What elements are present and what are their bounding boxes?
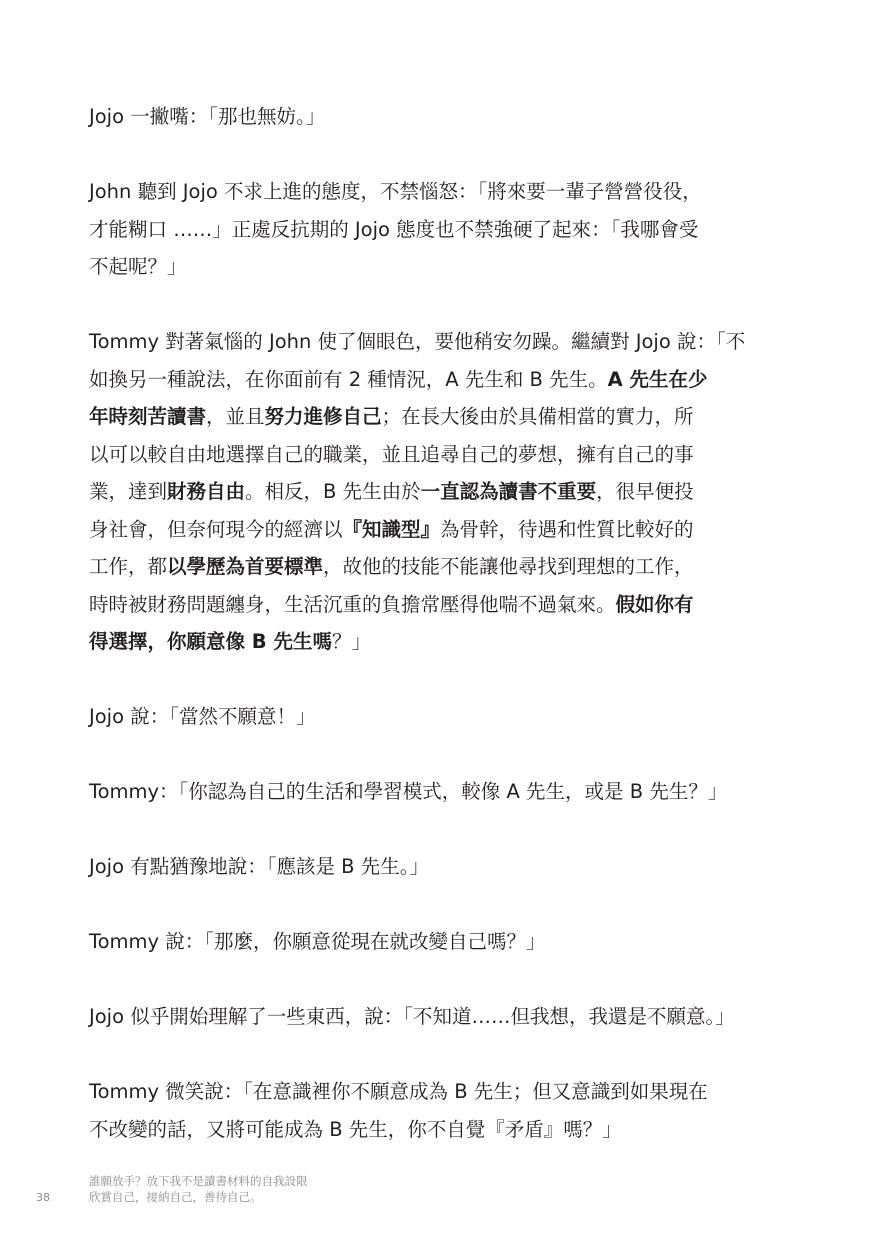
bold-run: A 先生在少 (607, 367, 708, 391)
text-line: Tommy 說：「那麼，你願意從現在就改變自己嗎？」 (89, 930, 546, 953)
paragraph-jojo-refuses (89, 698, 759, 736)
text-line (89, 548, 759, 586)
text-line (89, 436, 759, 474)
bold-run: 『知識型』 (342, 517, 441, 541)
text-run: 如換另一種說法，在你面前有 2 種情況，A 先生和 B 先生。 (89, 367, 608, 391)
text-line: John 聽到 Jojo 不求上進的態度，不禁惱怒：「將來要一輩子營營役役， (89, 180, 702, 203)
text-run: Tommy 對著氣惱的 John 使了個眼色，要他稍安勿躁。繼續對 Jojo 說：「不 (89, 330, 746, 353)
paragraph-jojo-understands (89, 998, 759, 1036)
text-line (89, 623, 759, 661)
paragraph-tommy-asks-model (89, 773, 759, 811)
text-line (89, 398, 759, 436)
text-run: ，故他的技能不能讓他尋找到理想的工作， (323, 555, 694, 578)
bold-run: 以學歷為首要標準 (167, 555, 324, 578)
text-line (89, 361, 759, 399)
bold-run: 年時刻苦讀書 (89, 405, 207, 428)
paragraph-jojo-pout (89, 98, 759, 136)
text-line: 不改變的話，又將可能成為 B 先生，你不自覺『矛盾』嗎？」 (89, 1117, 622, 1141)
text-line: Tommy 微笑說：「在意識裡你不願意成為 B 先生；但又意識到如果現在 (89, 1080, 708, 1103)
text-line: Jojo 說：「當然不願意！」 (89, 705, 316, 728)
text-run: 。相反，B 先生由於 (245, 480, 421, 503)
bold-run: 財務自由 (167, 480, 246, 503)
running-footer (89, 1173, 308, 1205)
paragraph-jojo-hesitates (89, 848, 759, 886)
paragraph-tommy-smiles (89, 1073, 759, 1148)
paragraph-john-angry (89, 173, 759, 286)
text-line: Jojo 似乎開始理解了一些東西，說：「不知道……但我想，我還是不願意。」 (89, 1005, 735, 1028)
text-run: ，很早便投 (596, 480, 694, 503)
bold-run: 假如你有 (615, 592, 694, 616)
text-line: 才能糊口 ……」正處反抗期的 Jojo 態度也不禁強硬了起來：「我哪會受 (89, 217, 699, 241)
text-run: ？」 (331, 630, 371, 653)
text-run: ；在長大後由於具備相當的實力，所 (381, 405, 694, 428)
text-run: 以可以較自由地選擇自己的職業，並且追尋自己的夢想，擁有自己的事 (89, 442, 694, 466)
bold-run: 努力進修自己 (264, 405, 382, 428)
text-line: Jojo 一撇嘴：「那也無妨。」 (89, 105, 326, 128)
text-line: Tommy：「你認為自己的生活和學習模式，較像 A 先生，或是 B 先生？」 (89, 780, 728, 803)
text-line: Jojo 有點猶豫地說：「應該是 B 先生。」 (89, 855, 430, 878)
paragraph-tommy-explains (89, 323, 759, 661)
bold-run: 一直認為讀書不重要 (420, 480, 597, 503)
text-line: 不起呢？」 (89, 255, 187, 278)
text-run: 為骨幹，待遇和性質比較好的 (440, 517, 694, 541)
text-run: 業，達到 (89, 480, 168, 503)
text-run: 身社會，但奈何現今的經濟以 (89, 517, 343, 541)
text-line (89, 511, 759, 549)
text-line (89, 323, 759, 361)
bold-run: 得選擇，你願意像 B 先生嗎 (89, 630, 332, 653)
text-run: ，並且 (206, 405, 265, 428)
paragraph-tommy-asks-change (89, 923, 759, 961)
text-run: 時時被財務問題纏身，生活沉重的負擔常壓得他喘不過氣來。 (89, 592, 616, 616)
footer-line: 誰願放手？放下我不是讀書材料的自我設限 (89, 1174, 308, 1188)
page-number: 38 (36, 1191, 50, 1204)
text-line (89, 586, 759, 624)
footer-line: 欣賞自己，接納自己，善待自己。 (89, 1190, 262, 1204)
text-line (89, 473, 759, 511)
text-run: 工作，都 (89, 555, 168, 578)
